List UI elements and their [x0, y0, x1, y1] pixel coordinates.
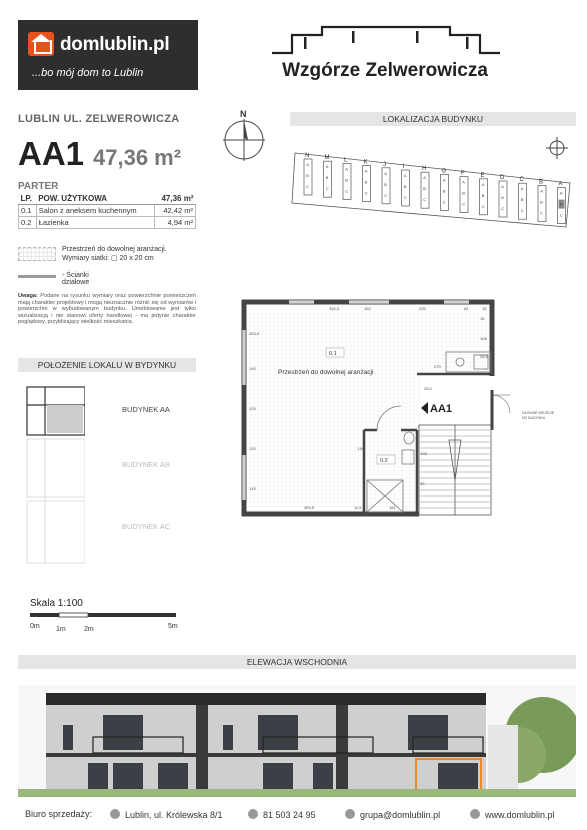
dim-label: 263,5	[249, 331, 260, 336]
location-row-label: C	[403, 195, 407, 200]
room-name: Salon z aneksem kuchennym	[36, 205, 154, 217]
location-row-label: A	[384, 170, 387, 176]
note-label: Uwaga:	[18, 293, 38, 299]
dim-label: 15	[480, 316, 485, 321]
dim-label: 99	[420, 481, 425, 486]
footer-email-text: grupa@domlublin.pl	[360, 810, 441, 820]
building-position-diagram	[25, 385, 85, 565]
logo-name: domlublin.pl	[60, 34, 170, 55]
project-roofline-icon	[270, 25, 502, 55]
legend-grid-line1: Przestrzeń do dowolnej aranżacji.	[62, 246, 167, 253]
footer-address[interactable]	[110, 809, 223, 820]
location-row-label: B	[442, 188, 446, 194]
location-row-label: B	[462, 190, 465, 196]
dim-label: 125	[249, 406, 256, 411]
location-row-label: A	[501, 184, 504, 189]
unit-area: 47,36 m²	[93, 145, 182, 170]
location-row-label: B	[384, 181, 387, 187]
location-row-label: C	[423, 197, 427, 203]
location-pin-icon	[110, 809, 120, 819]
east-elevation-drawing	[18, 685, 576, 797]
location-column-label: J	[383, 161, 386, 168]
grid-swatch	[18, 247, 56, 261]
scale-tick-5: 5m	[168, 623, 178, 630]
company-logo	[18, 20, 198, 90]
location-row-label: C	[462, 201, 466, 207]
logo-slogan: ...bo mój dom to Lublin	[32, 67, 144, 79]
rooms-header-row	[19, 193, 196, 205]
location-column-label: E	[480, 172, 485, 179]
dim-label: 11,5	[354, 505, 362, 510]
location-column-label: I	[402, 164, 405, 170]
entrance-note-2: DO BUDYNKU	[522, 416, 546, 420]
dim-label: 190	[249, 366, 256, 371]
house-logo-icon	[28, 32, 54, 56]
table-row	[19, 217, 196, 229]
unit-tag: AA1	[430, 403, 453, 415]
dim-label: 120	[249, 446, 256, 451]
location-column-label: D	[500, 175, 505, 181]
header-area-label: POW. UŻYTKOWA	[36, 193, 154, 205]
location-row-label: C	[345, 188, 349, 194]
position-section-title: POŁOŻENIE LOKALU W BYDYNKU	[18, 358, 196, 372]
location-row-label: C	[481, 203, 485, 209]
room-lp: 0.1	[19, 205, 37, 217]
header-lp: LP.	[19, 193, 37, 205]
location-row-label: A	[306, 162, 309, 167]
dim-label: 330,5	[329, 306, 340, 311]
address: LUBLIN UL. ZELWEROWICZA	[18, 113, 180, 125]
location-row-label: A	[462, 179, 465, 185]
location-row-label: C	[501, 206, 505, 211]
legend-grid-line2: Wymiary siatki: ▢ 20 x 20 cm	[62, 255, 154, 262]
location-map	[290, 145, 580, 230]
header-total-area: 47,36 m²	[154, 193, 195, 205]
location-column-label: L	[344, 157, 348, 164]
site-outline	[292, 153, 570, 227]
scale-bar	[30, 612, 180, 636]
location-row-label: A	[364, 168, 368, 174]
project-name: Wzgórze Zelwerowicza	[282, 60, 488, 81]
footer-web[interactable]	[470, 809, 555, 820]
building-label-aa: BUDYNEK AA	[122, 405, 170, 414]
location-row-label: A	[481, 181, 485, 187]
location-row-label: A	[520, 186, 524, 192]
location-row-label: C	[442, 199, 446, 205]
location-row-label: A	[325, 164, 329, 170]
phone-icon	[248, 809, 258, 819]
dim-label: 108	[480, 336, 487, 341]
location-row-label: C	[306, 184, 310, 189]
dim-label: 181	[389, 505, 396, 510]
disclaimer-note	[18, 293, 196, 326]
location-row-label: A	[559, 190, 563, 196]
room-lp: 0.2	[19, 217, 37, 229]
location-column-label: B	[539, 179, 544, 186]
location-row-label: B	[423, 186, 426, 192]
floor-plan	[234, 290, 564, 525]
room1-number: 0.1	[329, 351, 337, 357]
elevation-section-title: ELEWACJA WSCHODNIA	[18, 655, 576, 669]
unit-code: AA1	[18, 135, 85, 172]
table-row	[19, 205, 196, 217]
location-row-label: C	[325, 186, 329, 192]
room-area: 4,94 m²	[154, 217, 195, 229]
note-text: Podane na rysunku wymiary oraz powierzchnie pomieszczeń mają charakter projektowy i mogą nieznacznie różnić się od wymiarów i powierzchni w wybudowanym budynku. Umeblowanie jest tylko wizualizacją i nie stanowi oferty handlowej - ma jedynie charakter poglądowy, przybliżający wielkość mieszkania.	[18, 293, 196, 326]
footer-web-text: www.domlublin.pl	[485, 810, 555, 820]
footer	[0, 800, 587, 830]
legend-grid	[18, 245, 196, 265]
location-row-label: A	[540, 188, 543, 194]
rooms-table	[18, 193, 196, 229]
dim-label: 28,5	[480, 354, 488, 359]
location-row-label: C	[384, 192, 388, 198]
location-row-label: A	[423, 175, 426, 181]
dim-label: 84	[464, 306, 469, 311]
dim-label: 15	[482, 306, 487, 311]
footer-label: Biuro sprzedaży:	[25, 809, 93, 819]
footer-phone-text: 81 503 24 95	[263, 810, 316, 820]
location-column-label: K	[363, 159, 368, 166]
location-row-label: B	[364, 179, 368, 185]
room-area: 42,42 m²	[154, 205, 195, 217]
location-row-label: B	[501, 195, 504, 200]
location-column-label: N	[305, 153, 310, 159]
envelope-icon	[345, 809, 355, 819]
dim-label: 145	[249, 486, 256, 491]
room-name: Łazienka	[36, 217, 154, 229]
scale-tick-1: 1m	[56, 626, 66, 633]
location-row-label: B	[306, 173, 309, 178]
dim-label: 136	[357, 446, 364, 451]
footer-email[interactable]	[345, 809, 440, 820]
location-row-label: B	[540, 199, 543, 205]
scale-tick-0: 0m	[30, 623, 40, 630]
floor-label: PARTER	[18, 181, 59, 192]
location-column-label: A	[558, 181, 563, 188]
scale-label: Skala 1:100	[30, 598, 83, 609]
location-row-label: A	[442, 177, 446, 183]
room2-number: 0.2	[380, 458, 388, 464]
location-column-label: H	[422, 166, 427, 173]
dim-label: 28,5	[424, 386, 432, 391]
scale-tick-2: 2m	[84, 626, 94, 633]
compass-north-icon	[220, 108, 270, 163]
location-row-label: A	[345, 166, 348, 172]
dim-label: 108	[420, 451, 427, 456]
dim-label: 270	[434, 364, 441, 369]
footer-address-text: Lublin, ul. Królewska 8/1	[125, 810, 223, 820]
dim-label: 160	[364, 306, 371, 311]
wall-swatch	[18, 275, 56, 278]
location-row-label: B	[345, 177, 348, 183]
location-row-label: C	[540, 210, 544, 216]
location-row-label: B	[520, 197, 524, 203]
location-column-label: F	[461, 170, 465, 177]
legend-walls-text: - Ścianki działowe	[62, 272, 90, 286]
location-column-label: G	[441, 168, 447, 175]
location-row-label: A	[403, 173, 407, 178]
location-row-label: B	[325, 175, 329, 181]
room1-label: Przestrzeń do dowolnej aranżacji	[278, 369, 374, 376]
location-row-label: C	[559, 212, 563, 218]
location-row-label: B	[403, 184, 407, 189]
location-row-label: C	[520, 208, 524, 214]
location-row-label: B	[481, 192, 485, 198]
location-column-label: C	[519, 177, 524, 184]
building-label-ab: BUDYNEK AB	[122, 460, 170, 469]
entrance-note-1: GŁÓWNE WEJŚCIE	[522, 411, 555, 415]
location-row-label: B	[559, 201, 563, 207]
dim-label: 205	[419, 306, 426, 311]
dim-label: 359,5	[304, 505, 315, 510]
globe-icon	[470, 809, 480, 819]
location-section-title: LOKALIZACJA BUDYNKU	[290, 112, 576, 126]
location-column-label: M	[324, 155, 330, 162]
compass-letter: N	[240, 109, 247, 119]
footer-phone[interactable]	[248, 809, 316, 820]
location-row-label: C	[364, 190, 368, 196]
building-label-ac: BUDYNEK AC	[122, 522, 171, 531]
